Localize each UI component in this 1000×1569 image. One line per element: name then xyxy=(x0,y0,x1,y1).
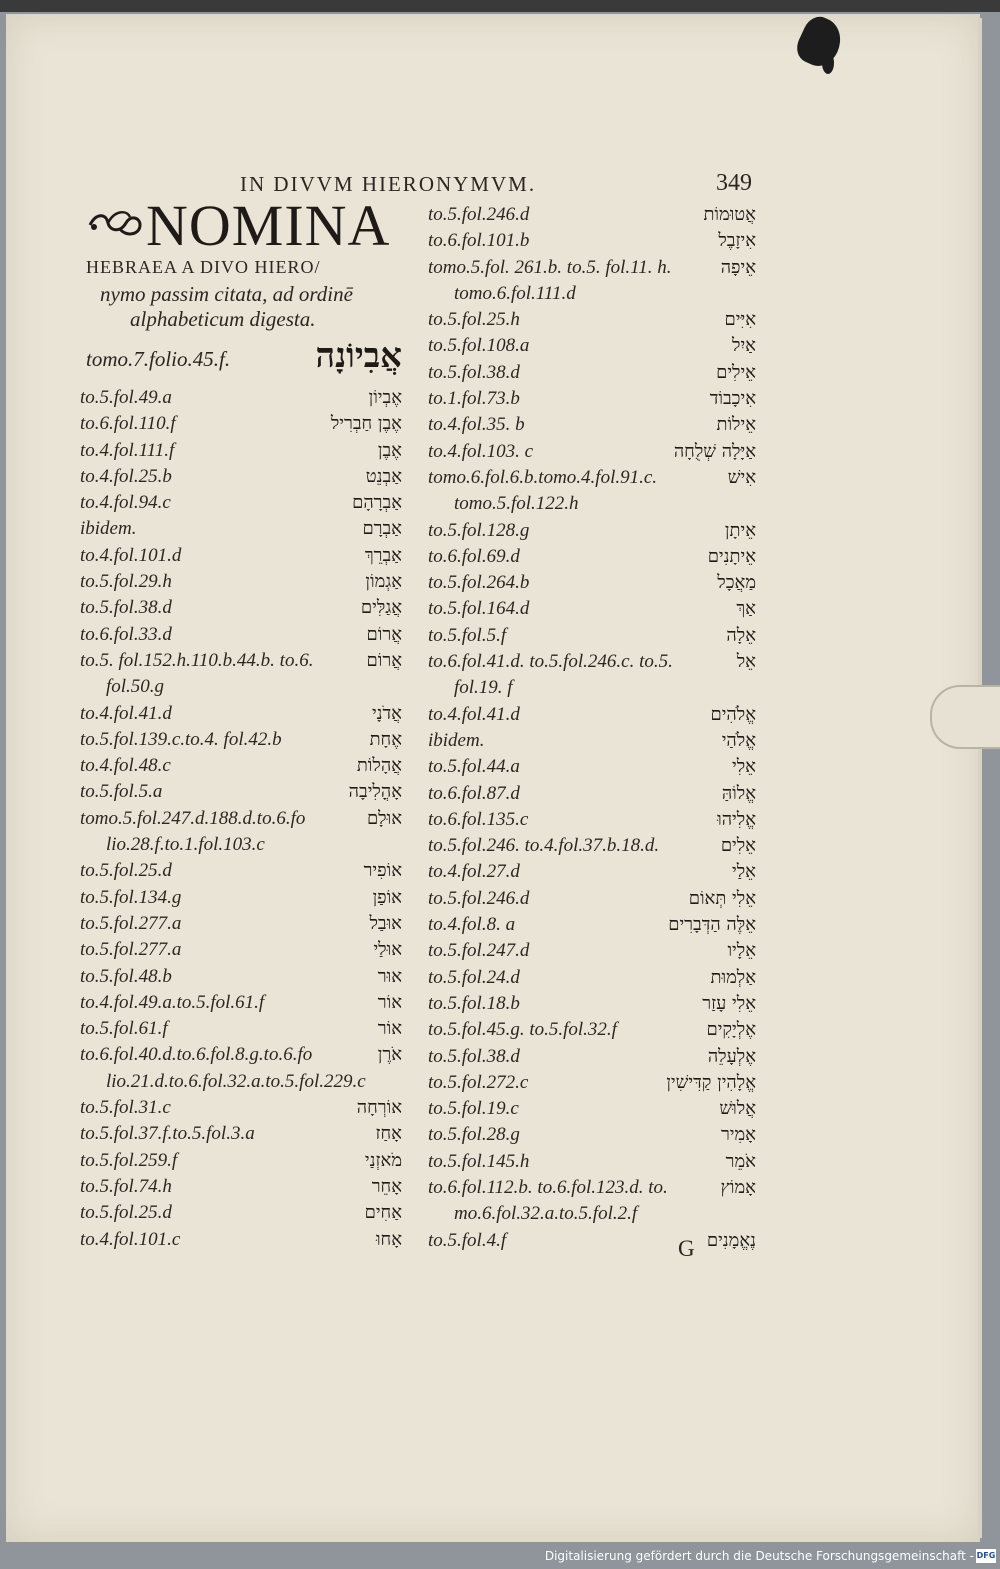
index-entry xyxy=(428,518,756,544)
index-entry xyxy=(428,1228,756,1254)
subtitle-line-3: alphabeticum digesta. xyxy=(130,307,316,331)
entry-hebrew-name: אַבְנֵט xyxy=(365,465,402,487)
index-entry xyxy=(80,911,402,937)
entry-reference: to.5.fol.246.d xyxy=(428,887,530,909)
entry-hebrew-name: אֹרֶן xyxy=(377,1044,402,1066)
index-entry xyxy=(428,570,756,596)
entry-reference: to.5.fol.45.g. to.5.fol.32.f xyxy=(428,1019,617,1041)
entry-reference: to.6.fol.101.b xyxy=(428,230,530,252)
index-entry xyxy=(80,438,402,464)
index-entry xyxy=(80,595,402,621)
entry-reference: to.4.fol.35. b xyxy=(428,414,525,436)
index-entry xyxy=(428,465,756,491)
index-entry xyxy=(428,360,756,386)
entry-hebrew-name: אֵלֶּה הַדְּבָרִים xyxy=(668,914,756,936)
entry-hebrew-name: אֶחָת xyxy=(369,728,402,750)
entry-hebrew-name: אֱלֹהַי xyxy=(721,729,756,751)
index-entry xyxy=(80,464,402,490)
entry-reference: to.4.fol.8. a xyxy=(428,914,516,936)
entry-hebrew-name: אָחַז xyxy=(375,1123,402,1145)
entry-reference: to.5. fol.152.h.110.b.44.b. to.6. xyxy=(80,649,314,671)
running-head: IN DIVVM HIERONYMVM. xyxy=(240,172,537,196)
index-entry xyxy=(80,701,402,727)
entry-hebrew-name: אֱלָהִין קַדִּישִׁין xyxy=(666,1071,756,1093)
entry-reference: to.5.fol.259.f xyxy=(80,1149,178,1171)
index-entry xyxy=(428,333,756,359)
entry-reference: to.4.fol.103. c xyxy=(428,440,534,462)
entry-hebrew-name: אוּלַי xyxy=(373,939,402,961)
entry-hebrew-name: אֵלִים xyxy=(720,835,756,857)
entry-reference: fol.50.g xyxy=(106,676,165,698)
entry-hebrew-name: אַיָּלָה שְׁלֻחָה xyxy=(673,440,756,462)
index-entry xyxy=(80,411,402,437)
index-entry xyxy=(428,991,756,1017)
index-entry xyxy=(428,412,756,438)
entry-hebrew-name: אֱלִיהוּ xyxy=(717,808,756,830)
index-entry xyxy=(428,938,756,964)
entry-reference: to.5.fol.164.d xyxy=(428,598,530,620)
entry-reference: to.4.fol.101.d xyxy=(80,544,182,566)
index-entry xyxy=(80,1227,402,1253)
fleuron-ornament-icon xyxy=(86,205,144,241)
entry-reference: to.4.fol.41.d xyxy=(80,702,172,724)
index-entry xyxy=(80,1069,402,1095)
entry-reference: to.5.fol.18.b xyxy=(428,992,520,1014)
index-entry xyxy=(428,491,756,517)
index-entry xyxy=(428,202,756,228)
entry-reference: to.5.fol.24.d xyxy=(428,966,520,988)
entry-reference: to.6.fol.110.f xyxy=(80,413,176,435)
entry-hebrew-name: אֹמֵר xyxy=(725,1150,756,1172)
entry-reference: to.5.fol.246. to.4.fol.37.b.18.d. xyxy=(428,835,660,857)
entry-hebrew-name: אֲגַלִּים xyxy=(360,597,402,619)
entry-reference: to.6.fol.41.d. to.5.fol.246.c. to.5. xyxy=(428,651,673,673)
index-entry xyxy=(428,886,756,912)
index-entry xyxy=(428,754,756,780)
entry-hebrew-name: אוֹפִיר xyxy=(363,860,402,882)
entry-reference: tomo.6.fol.111.d xyxy=(454,282,576,304)
index-entry xyxy=(428,728,756,754)
entry-reference: ibidem. xyxy=(80,518,137,540)
entry-reference: to.5.fol.48.b xyxy=(80,965,172,987)
entry-hebrew-name: אֱלֹהִים xyxy=(710,703,756,725)
entry-hebrew-name: אַבְרָם xyxy=(362,518,402,540)
entry-reference: to.5.fol.28.g xyxy=(428,1124,520,1146)
entry-hebrew-name: אֲלוּשׁ xyxy=(719,1098,756,1120)
entry-hebrew-name: אַךְ xyxy=(736,598,756,620)
entry-reference: to.6.fol.135.c xyxy=(428,808,529,830)
entry-hebrew-name: אֶלְיָקִים xyxy=(706,1019,756,1041)
index-entry xyxy=(80,1200,402,1226)
entry-hebrew-name: נֶאֱמָנִים xyxy=(706,1229,756,1251)
entry-hebrew-name: אֵלָיו xyxy=(727,940,756,962)
index-entry xyxy=(80,1148,402,1174)
index-entry xyxy=(80,1042,402,1068)
entry-hebrew-name: אִישׁ xyxy=(727,466,756,488)
entry-hebrew-name: אֲרוֹם xyxy=(366,649,402,671)
entry-hebrew-name: אַיִל xyxy=(732,335,756,357)
index-entry xyxy=(428,912,756,938)
index-entry xyxy=(428,386,756,412)
signature-mark: G xyxy=(678,1236,695,1261)
entry-hebrew-name: אָמוֹץ xyxy=(720,1176,756,1198)
index-entry xyxy=(80,727,402,753)
entry-hebrew-name: אוֹר xyxy=(377,1018,402,1040)
entry-hebrew-name: אִיזָבֶל xyxy=(718,230,756,252)
index-entry xyxy=(428,1175,756,1201)
index-entry xyxy=(428,439,756,465)
entry-reference: to.5.fol.5.a xyxy=(80,781,163,803)
index-entry xyxy=(428,1070,756,1096)
entry-hebrew-name: אָחוּ xyxy=(375,1228,402,1250)
entry-hebrew-name: אַגְמוֹן xyxy=(365,571,402,593)
entry-reference: to.5.fol.264.b xyxy=(428,572,530,594)
entry-reference: to.4.fol.111.f xyxy=(80,439,175,461)
entry-reference: to.5.fol.25.d xyxy=(80,860,172,882)
index-entry xyxy=(80,990,402,1016)
entry-reference: to.4.fol.49.a.to.5.fol.61.f xyxy=(80,991,265,1013)
entry-reference: to.6.fol.87.d xyxy=(428,782,520,804)
entry-hebrew-name: אֵלָה xyxy=(726,624,756,646)
entry-hebrew-name: אֵלַי xyxy=(732,861,756,883)
index-entry xyxy=(80,622,402,648)
entry-reference: lio.28.f.to.1.fol.103.c xyxy=(106,834,265,856)
entry-reference: tomo.5.fol.247.d.188.d.to.6.fo xyxy=(80,807,306,829)
index-entry xyxy=(428,675,756,701)
page-title: NOMINA xyxy=(146,193,391,258)
head-entry-reference: tomo.7.folio.45.f. xyxy=(86,347,231,371)
index-entry xyxy=(428,859,756,885)
index-entry xyxy=(80,858,402,884)
entry-hebrew-name: אוֹר xyxy=(377,991,402,1013)
entry-hebrew-name: אָהֳלִיבָה xyxy=(348,781,402,803)
entry-hebrew-name: אֲרוֹם xyxy=(366,623,402,645)
entry-reference: to.4.fol.25.b xyxy=(80,465,172,487)
index-entry xyxy=(80,753,402,779)
entry-hebrew-name: אֵל xyxy=(736,651,756,673)
index-entry xyxy=(80,779,402,805)
entry-reference: to.5.fol.272.c xyxy=(428,1071,529,1093)
entry-reference: to.6.fol.112.b. to.6.fol.123.d. to. xyxy=(428,1176,668,1198)
ink-stain-drip xyxy=(822,52,834,74)
entry-hebrew-name: אֵלִי xyxy=(732,756,756,778)
entry-reference: to.5.fol.128.g xyxy=(428,519,530,541)
entry-reference: to.5.fol.277.a xyxy=(80,939,182,961)
index-entry xyxy=(428,649,756,675)
index-entry xyxy=(428,1201,756,1227)
entry-hebrew-name: אוּר xyxy=(377,965,402,987)
entry-reference: to.5.fol.19.c xyxy=(428,1098,519,1120)
dfg-logo: DFG xyxy=(976,1549,996,1563)
index-entry xyxy=(428,307,756,333)
index-entry xyxy=(80,937,402,963)
entry-reference: to.5.fol.38.d xyxy=(428,1045,520,1067)
entry-reference: to.5.fol.25.d xyxy=(80,1202,172,1224)
entry-reference: ibidem. xyxy=(428,729,485,751)
index-entry xyxy=(428,781,756,807)
entry-hebrew-name: אֶבֶן חַבְרִיל xyxy=(330,413,402,435)
index-entry xyxy=(428,228,756,254)
entry-reference: to.5.fol.61.f xyxy=(80,1018,168,1040)
entry-hebrew-name: אַחִים xyxy=(364,1202,402,1224)
entry-reference: to.5.fol.134.g xyxy=(80,886,182,908)
index-entry xyxy=(80,648,402,674)
subtitle-line-1: HEBRAEA A DIVO HIERO/ xyxy=(86,257,321,277)
index-entry xyxy=(428,255,756,281)
index-entry xyxy=(428,596,756,622)
index-entry xyxy=(428,1096,756,1122)
entry-hebrew-name: מַאֲכָל xyxy=(717,572,756,594)
index-entry xyxy=(80,964,402,990)
entry-reference: fol.19. f xyxy=(454,677,513,699)
index-entry xyxy=(428,807,756,833)
entry-reference: to.4.fol.48.c xyxy=(80,755,171,777)
head-entry-hebrew: אֲבִיוֹנָה xyxy=(315,336,402,376)
entry-reference: to.5.fol.145.h xyxy=(428,1150,530,1172)
entry-hebrew-name: אֲטוּמוֹת xyxy=(703,204,756,225)
index-entry xyxy=(80,1016,402,1042)
page-edge xyxy=(978,18,982,1538)
index-entry xyxy=(80,885,402,911)
entry-hebrew-name: אֵיתָן xyxy=(724,519,756,541)
entry-reference: to.5.fol.25.h xyxy=(428,309,520,331)
entry-reference: to.6.fol.40.d.to.6.fol.8.g.to.6.fo xyxy=(80,1044,313,1066)
index-entry xyxy=(80,1174,402,1200)
index-entry xyxy=(80,674,402,700)
index-entry xyxy=(80,569,402,595)
entry-reference: to.5.fol.31.c xyxy=(80,1097,171,1119)
entry-reference: tomo.5.fol. 261.b. to.5. fol.11. h. xyxy=(428,256,672,278)
subtitle-line-2: nymo passim citata, ad ordinē xyxy=(100,282,353,306)
entry-reference: to.5.fol.29.h xyxy=(80,571,172,593)
index-entry xyxy=(80,1095,402,1121)
page-number: 349 xyxy=(716,170,752,196)
entry-hebrew-name: אֵיתָנִים xyxy=(707,545,756,567)
entry-reference: to.4.fol.27.d xyxy=(428,861,520,883)
scan-top-edge xyxy=(0,0,1000,12)
entry-hebrew-name: אֵילִים xyxy=(716,361,756,383)
entry-hebrew-name: אֶבְיוֹן xyxy=(368,387,402,408)
index-entry xyxy=(80,543,402,569)
entry-hebrew-name: אוֹרְחָה xyxy=(356,1097,402,1119)
entry-reference: to.5.fol.247.d xyxy=(428,940,530,962)
entry-reference: to.5.fol.49.a xyxy=(80,387,172,408)
entry-hebrew-name: אַבְרֵךְ xyxy=(364,544,402,566)
entry-hebrew-name: אוּלָם xyxy=(366,807,402,829)
entry-hebrew-name: אֶלְעָלֵה xyxy=(707,1045,756,1067)
entry-reference: to.5.fol.44.a xyxy=(428,756,520,778)
entry-hebrew-name: אֵלִי עָזַר xyxy=(702,992,756,1014)
index-entry xyxy=(80,1121,402,1147)
entry-reference: tomo.6.fol.6.b.tomo.4.fol.91.c. xyxy=(428,466,658,488)
right-index-column xyxy=(428,202,756,1254)
entry-reference: to.4.fol.101.c xyxy=(80,1228,181,1250)
entry-reference: to.5.fol.38.d xyxy=(428,361,520,383)
entry-reference: tomo.5.fol.122.h xyxy=(454,493,579,515)
entry-hebrew-name: אִיכָבוֹד xyxy=(709,388,756,410)
entry-hebrew-name: אֵילוֹת xyxy=(716,414,756,436)
footer-credit: Digitalisierung gefördert durch die Deutsche Forschungsgemeinschaft - xyxy=(544,1549,974,1563)
entry-reference: to.5.fol.37.f.to.5.fol.3.a xyxy=(80,1123,255,1145)
index-entry xyxy=(428,965,756,991)
entry-hebrew-name: מֹאזְנַי xyxy=(364,1149,402,1171)
entry-reference: to.5.fol.108.a xyxy=(428,335,530,357)
index-entry xyxy=(428,623,756,649)
index-entry xyxy=(428,544,756,570)
index-entry xyxy=(428,1044,756,1070)
entry-hebrew-name: אָחֵר xyxy=(371,1175,402,1197)
entry-reference: lio.21.d.to.6.fol.32.a.to.5.fol.229.c xyxy=(106,1070,366,1092)
entry-reference: to.5.fol.246.d xyxy=(428,204,530,225)
entry-reference: mo.6.fol.32.a.to.5.fol.2.f xyxy=(454,1203,638,1225)
index-entry xyxy=(428,1122,756,1148)
entry-hebrew-name: אֲדֹנָי xyxy=(371,702,402,724)
index-entry xyxy=(428,1149,756,1175)
entry-reference: to.5.fol.277.a xyxy=(80,912,182,934)
index-entry xyxy=(80,832,402,858)
entry-reference: to.5.fol.4.f xyxy=(428,1229,507,1251)
index-entry xyxy=(80,490,402,516)
entry-reference: to.4.fol.94.c xyxy=(80,492,171,514)
entry-reference: to.4.fol.41.d xyxy=(428,703,520,725)
entry-hebrew-name: אַלְמוּת xyxy=(710,966,756,988)
entry-hebrew-name: אֵיפָה xyxy=(720,256,756,278)
index-entry xyxy=(80,385,402,411)
entry-reference: to.5.fol.38.d xyxy=(80,597,172,619)
entry-hebrew-name: אֶבֶן xyxy=(377,439,402,461)
entry-reference: to.1.fol.73.b xyxy=(428,388,520,410)
index-entry xyxy=(80,806,402,832)
entry-reference: to.6.fol.33.d xyxy=(80,623,172,645)
entry-hebrew-name: אֱלוֹהַּ xyxy=(721,782,756,804)
entry-hebrew-name: אַבְרָהָם xyxy=(352,492,402,514)
entry-reference: to.5.fol.74.h xyxy=(80,1175,172,1197)
entry-hebrew-name: אִיִּים xyxy=(724,309,756,331)
entry-hebrew-name: אוֹפַן xyxy=(372,886,402,908)
index-entry xyxy=(80,516,402,542)
index-entry xyxy=(428,702,756,728)
left-index-column xyxy=(80,385,402,1253)
entry-hebrew-name: אֲהָלוֹת xyxy=(356,755,402,777)
entry-reference: to.5.fol.5.f xyxy=(428,624,507,646)
entry-hebrew-name: אָמִיר xyxy=(720,1124,756,1146)
index-entry xyxy=(428,1017,756,1043)
entry-reference: to.5.fol.139.c.to.4. fol.42.b xyxy=(80,728,282,750)
page-fold-tab xyxy=(930,685,1000,749)
entry-reference: to.6.fol.69.d xyxy=(428,545,520,567)
entry-hebrew-name: אֵלִי תְּאוֹם xyxy=(688,887,756,909)
entry-hebrew-name: אוּבַל xyxy=(369,912,402,934)
index-entry xyxy=(428,833,756,859)
index-entry xyxy=(428,281,756,307)
